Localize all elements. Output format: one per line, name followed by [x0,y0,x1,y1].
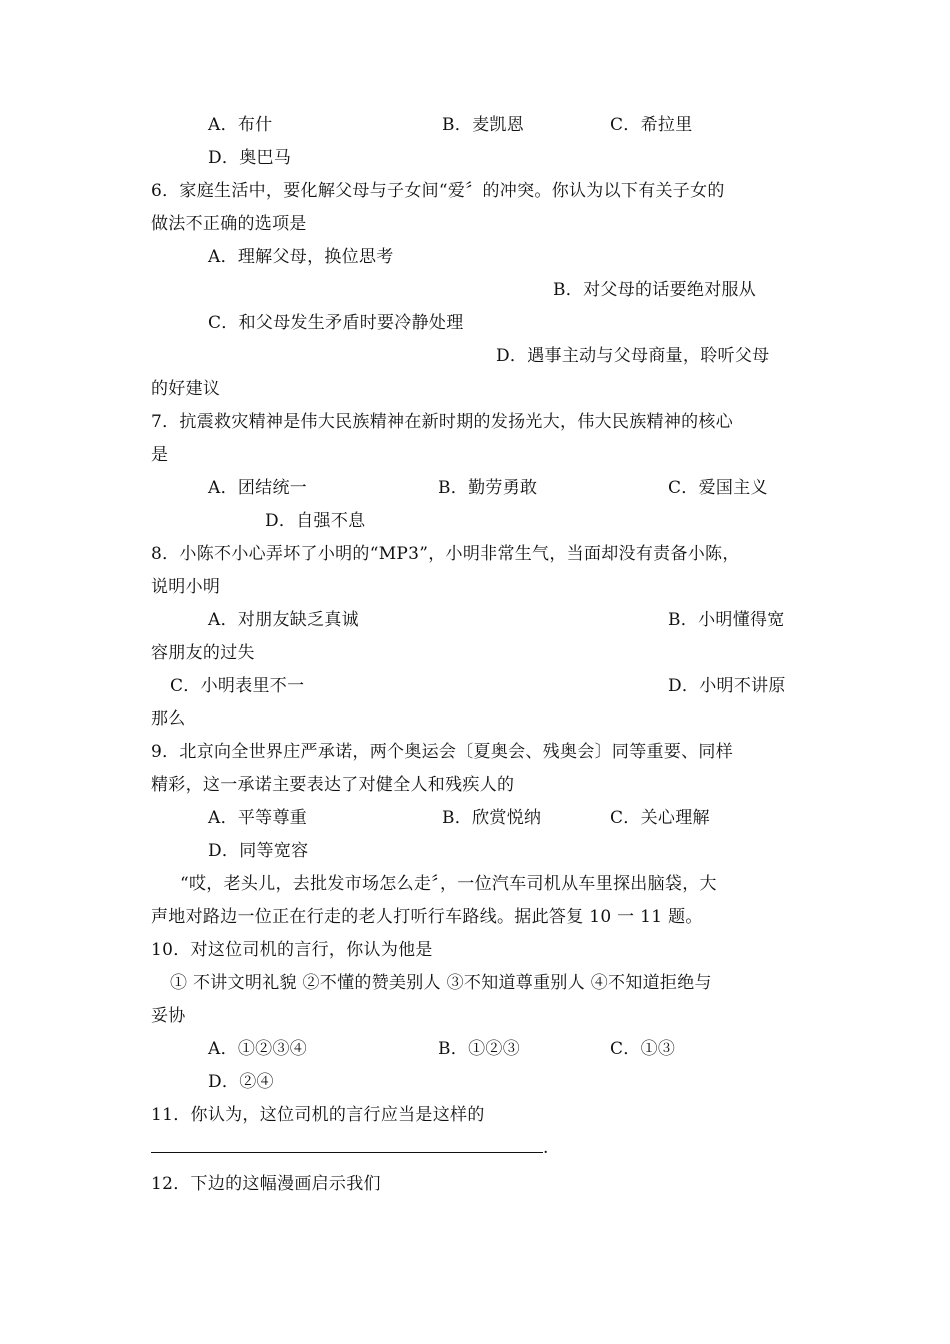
q5-option-b: B．麦凯恩 [442,115,524,135]
q10-statements-line1: ① 不讲文明礼貌 ②不懂的赞美别人 ③不知道尊重别人 ④不知道拒绝与 [170,973,712,993]
q10-option-c: C．①③ [610,1039,676,1059]
q5-option-c: C．希拉里 [610,115,693,135]
q9-option-c: C．关心理解 [610,808,710,828]
q6-option-d-line1: D．遇事主动与父母商量，聆听父母 [496,346,770,366]
q10-option-a: A．①②③④ [208,1039,308,1059]
q8-option-a: A．对朋友缺乏真诚 [208,610,359,630]
q11-answer-blank[interactable] [151,1136,543,1153]
q11-stem: 11．你认为，这位司机的言行应当是这样的 [151,1105,485,1125]
q10-option-d: D．②④ [208,1072,274,1092]
q8-stem-line2: 说明小明 [151,577,221,597]
q7-option-b: B．勤劳勇敢 [438,478,538,498]
q6-option-d-line2: 的好建议 [151,379,221,399]
q5-option-a: A．布什 [208,115,273,135]
q8-option-b-line2: 容朋友的过失 [151,643,255,663]
q10-statements-line2: 妥协 [151,1006,186,1026]
q5-option-d: D．奥巴马 [208,148,292,168]
q6-option-a: A．理解父母，换位思考 [208,247,394,267]
q6-stem-line2: 做法不正确的选项是 [151,214,307,234]
q9-option-a: A．平等尊重 [208,808,308,828]
q9-stem-line2: 精彩，这一承诺主要表达了对健全人和残疾人的 [151,775,515,795]
q8-option-c: C．小明表里不一 [170,676,305,696]
q7-stem-line1: 7．抗震救灾精神是伟大民族精神在新时期的发扬光大，伟大民族精神的核心 [151,412,734,432]
q11-answer-line[interactable] [151,1136,549,1160]
q7-option-c: C．爱国主义 [668,478,768,498]
q10-option-b: B．①②③ [438,1039,520,1059]
q8-option-d-line1: D．小明不讲原 [668,676,786,696]
q7-option-a: A．团结统一 [208,478,308,498]
q7-option-d: D．自强不息 [265,511,366,531]
q9-option-d: D．同等宽容 [208,841,309,861]
passage-line1: “哎，老头儿，去批发市场怎么走〞，一位汽车司机从车里探出脑袋，大 [180,874,717,894]
q9-option-b: B．欣赏悦纳 [442,808,542,828]
q8-option-d-line2: 那么 [151,709,186,729]
q6-stem-line1: 6．家庭生活中，要化解父母与子女间“爱〞的冲突。你认为以下有关子女的 [151,181,725,201]
q11-answer-period: . [543,1138,549,1158]
q12-stem: 12．下边的这幅漫画启示我们 [151,1174,381,1194]
q6-option-b: B．对父母的话要绝对服从 [553,280,757,300]
passage-line2: 声地对路边一位正在行走的老人打听行车路线。据此答复 10 一 11 题。 [151,907,703,927]
q9-stem-line1: 9．北京向全世界庄严承诺，两个奥运会〔夏奥会、残奥会〕同等重要、同样 [151,742,734,762]
q7-stem-line2: 是 [151,445,169,465]
q8-stem-line1: 8．小陈不小心弄坏了小明的“MP3”，小明非常生气，当面却没有责备小陈， [151,544,740,564]
q10-stem: 10．对这位司机的言行，你认为他是 [151,940,433,960]
q6-option-c: C．和父母发生矛盾时要冷静处理 [208,313,464,333]
q8-option-b-line1: B．小明懂得宽 [668,610,785,630]
